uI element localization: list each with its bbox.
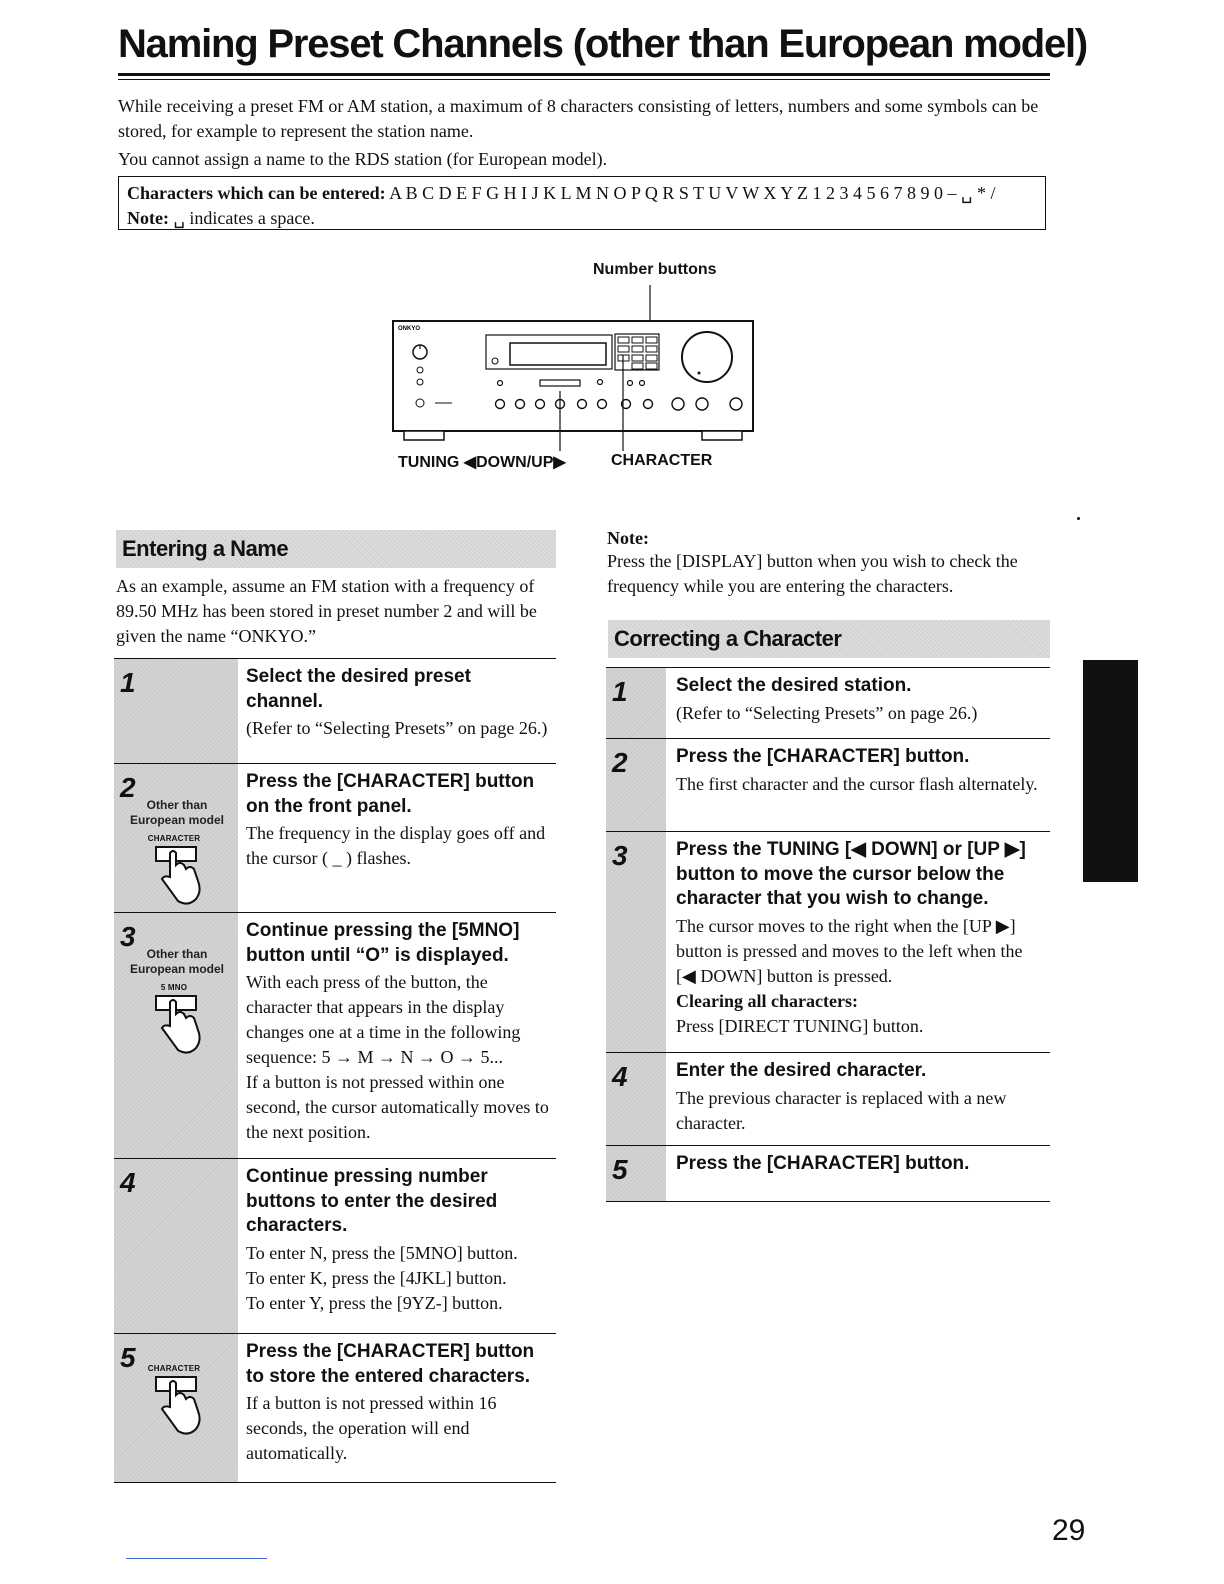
step-title: Enter the desired character. <box>676 1060 927 1081</box>
receiver-diagram <box>380 255 800 485</box>
correcting-heading: Correcting a Character <box>608 620 1050 658</box>
step-title: Select the desired station. <box>676 675 912 696</box>
note-text: Press the [DISPLAY] button when you wish to check the frequency while you are entering the characters. <box>607 551 1018 596</box>
finger-press-icon <box>144 1373 214 1443</box>
characters-note-label: Note: <box>127 208 169 228</box>
step-title: Press the [CHARACTER] button on the front panel. <box>246 771 535 817</box>
step-number: 5 <box>612 1154 628 1185</box>
step-text: (Refer to “Selecting Presets” on page 26.) <box>676 702 978 723</box>
page-title: Naming Preset Channels (other than European model) <box>118 22 1088 66</box>
step-number: 2 <box>120 772 136 803</box>
page-number: 29 <box>1052 1514 1086 1547</box>
correcting-step-2 <box>606 738 1050 831</box>
model-note: Other than European model <box>129 798 224 827</box>
step-title: Select the desired preset channel. <box>246 666 471 712</box>
correcting-step-1 <box>606 667 1050 738</box>
step-number: 3 <box>612 840 628 871</box>
entering-step-5 <box>114 1333 556 1483</box>
step-text: If a button is not pressed within 16 seconds, the operation will end automatically. <box>246 1393 497 1463</box>
entering-heading: Entering a Name <box>116 530 556 568</box>
character-button-illustration <box>144 1364 214 1448</box>
speck <box>1077 517 1080 520</box>
note-label: Note: <box>607 528 649 548</box>
entering-intro: As an example, assume an FM station with a frequency of 89.50 MHz has been stored in preset number 2 and will be given the name “ONKYO.” <box>116 576 537 646</box>
step-title: Press the TUNING [◀ DOWN] or [UP ▶] button to move the cursor below the character that you wish to change. <box>676 839 1026 909</box>
step-title: Press the [CHARACTER] button. <box>676 746 970 767</box>
entering-step-1 <box>114 658 556 763</box>
step-number: 5 <box>120 1342 136 1373</box>
step-title: Continue pressing number buttons to enter the desired characters. <box>246 1166 498 1236</box>
characters-label: Characters which can be entered: <box>127 183 386 203</box>
character-button-illustration <box>144 834 214 918</box>
step-text-3: To enter Y, press the [9YZ-] button. <box>246 1292 503 1313</box>
characters-list: A B C D E F G H I J K L M N O P Q R S T U V W X Y Z 1 2 3 4 5 6 7 8 9 0 – ␣ * / <box>389 183 996 203</box>
step-number: 4 <box>120 1167 136 1198</box>
correcting-steps <box>606 667 1050 1202</box>
footer-rule <box>126 1558 267 1559</box>
step-text-2: If a button is not pressed within one second, the cursor automatically moves to the next position. <box>246 1072 549 1142</box>
button-caption: CHARACTER <box>147 1364 201 1373</box>
intro-paragraph: While receiving a preset FM or AM station, a maximum of 8 characters consisting of letters, numbers and some symbols can be stored, for example to represent the station name. <box>118 96 1039 141</box>
step-title: Press the [CHARACTER] button. <box>676 1153 970 1174</box>
correcting-step-4 <box>606 1052 1050 1145</box>
step-text: (Refer to “Selecting Presets” on page 26.) <box>246 718 548 738</box>
entering-step-3 <box>114 912 556 1158</box>
step-text: The first character and the cursor flash alternately. <box>676 773 1038 794</box>
step-text: The cursor moves to the right when the [UP ▶] button is pressed and moves to the left when the [◀ DOWN] button is pressed. <box>676 915 1023 986</box>
step-subhead: Clearing all characters: <box>676 990 858 1011</box>
5mno-button-illustration <box>144 983 214 1067</box>
step-title: Continue pressing the [5MNO] button until “O” is displayed. <box>246 920 520 966</box>
entering-steps <box>114 658 556 1483</box>
step-number: 4 <box>612 1061 628 1092</box>
title-rule-thin <box>118 79 1050 80</box>
correcting-step-5 <box>606 1145 1050 1202</box>
section-tab-marker <box>1083 660 1138 882</box>
receiver-front-panel <box>380 255 800 485</box>
step-title: Press the [CHARACTER] button to store the entered characters. <box>246 1341 535 1387</box>
intro-rds-note: You cannot assign a name to the RDS station (for European model). <box>118 149 608 169</box>
brand-logo: ONKYO <box>398 326 421 332</box>
character-label: CHARACTER <box>611 452 713 469</box>
step-text: The frequency in the display goes off and the cursor ( _ ) flashes. <box>246 823 546 868</box>
step-number: 3 <box>120 921 136 952</box>
model-note: Other than European model <box>129 947 224 976</box>
correcting-step-3 <box>606 831 1050 1052</box>
step-text: With each press of the button, the character that appears in the display changes one at a time in the following sequence: 5 → M → N → O → 5... <box>246 972 521 1067</box>
finger-press-icon <box>144 843 214 913</box>
entering-step-2 <box>114 763 556 912</box>
entering-step-4 <box>114 1158 556 1333</box>
button-caption: CHARACTER <box>147 834 201 843</box>
tuning-down-up-label: TUNING ◀DOWN/UP▶ <box>398 454 566 471</box>
button-caption: 5 MNO <box>160 983 188 992</box>
title-rule <box>118 73 1050 76</box>
step-text: To enter N, press the [5MNO] button. <box>246 1242 518 1263</box>
characters-box <box>118 176 1046 230</box>
finger-press-icon <box>144 992 214 1062</box>
characters-note-text: indicates a space. <box>189 208 315 228</box>
step-number: 1 <box>612 676 628 707</box>
step-number: 2 <box>612 747 628 778</box>
step-text-2: To enter K, press the [4JKL] button. <box>246 1267 507 1288</box>
step-text-2: Press [DIRECT TUNING] button. <box>676 1015 924 1036</box>
step-text: The previous character is replaced with a new character. <box>676 1087 1007 1133</box>
step-number: 1 <box>120 667 136 698</box>
number-buttons-label: Number buttons <box>593 261 717 278</box>
space-symbol: ␣ <box>173 208 185 228</box>
